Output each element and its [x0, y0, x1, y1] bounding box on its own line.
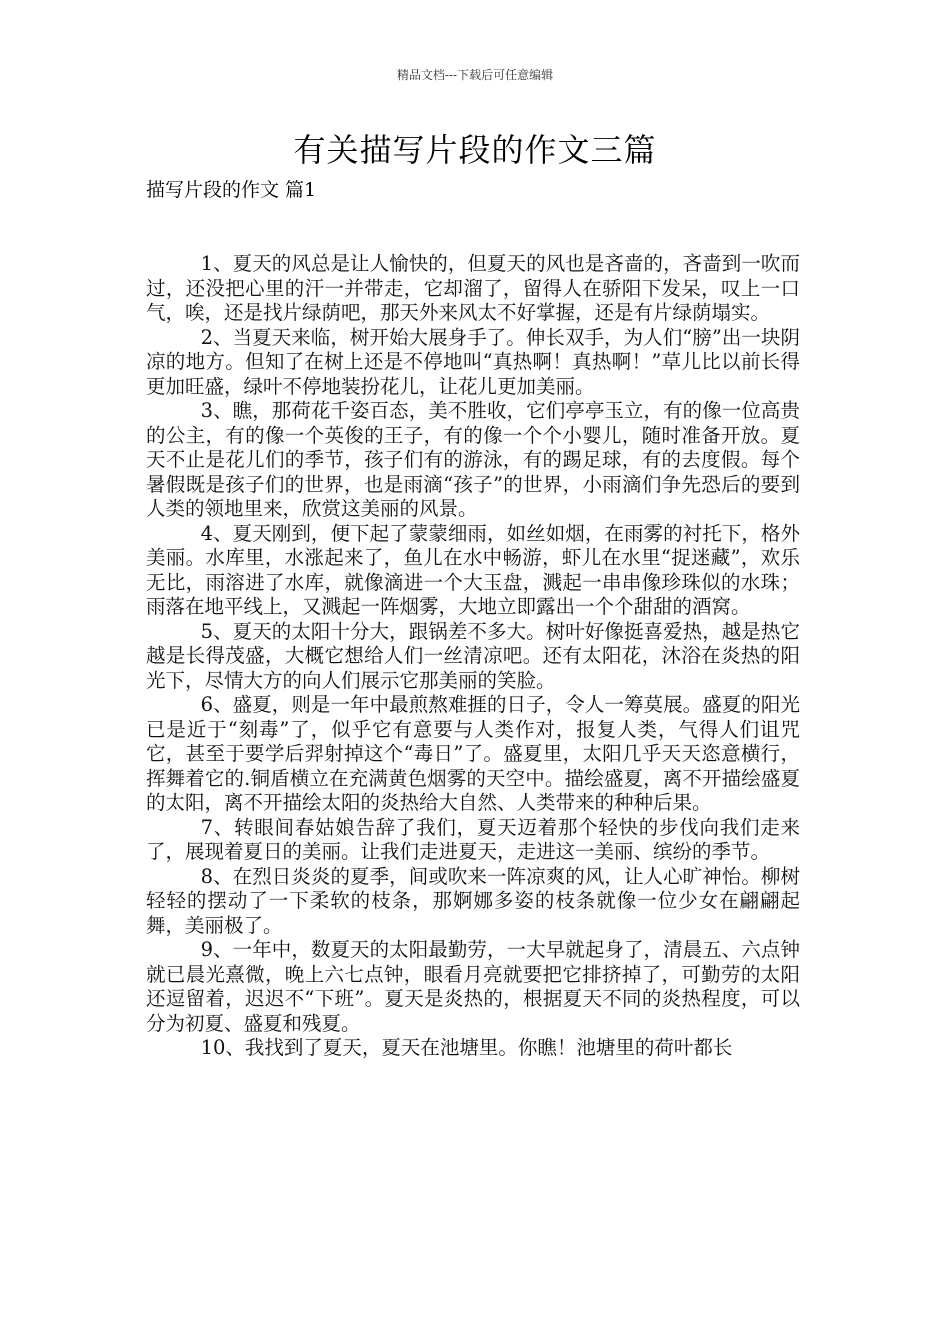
paragraph-9: 9、一年中，数夏天的太阳最勤劳，一大早就起身了，清晨五、六点钟就已晨光熹微，晚上六七点钟，眼看月亮就要把它排挤掉了，可勤劳的太阳还逗留着，迟迟不“下班”。夏天是炎热的，根据夏天不同的炎热程度，可以分为初夏、盛夏和残夏。 [146, 938, 800, 1035]
paragraph-4: 4、夏天刚到，便下起了蒙蒙细雨，如丝如烟，在雨雾的衬托下，格外美丽。水库里，水涨起来了，鱼儿在水中畅游，虾儿在水里“捉迷藏”，欢乐无比，雨溶进了水库，就像滴进一个大玉盘，溅起一串串像珍珠似的水珠；雨落在地平线上，又溅起一阵烟雾，大地立即露出一个个甜甜的酒窝。 [146, 521, 800, 618]
paragraph-5: 5、夏天的太阳十分大，跟锅差不多大。树叶好像挺喜爱热，越是热它越是长得茂盛，大概它想给人们一丝清凉吧。还有太阳花，沐浴在炎热的阳光下，尽情大方的向人们展示它那美丽的笑脸。 [146, 619, 800, 692]
paragraph-6: 6、盛夏，则是一年中最煎熬难捱的日子，令人一筹莫展。盛夏的阳光已是近于“刻毒”了，似乎它有意要与人类作对，报复人类，气得人们诅咒它，甚至于要学后羿射掉这个“毒日”了。盛夏里，太阳几乎天天恣意横行，挥舞着它的.铜盾横立在充满黄色烟雾的天空中。描绘盛夏，离不开描绘盛夏的太阳，离不开描绘太阳的炎热给大自然、人类带来的种种后果。 [146, 693, 800, 814]
paragraph-1: 1、夏天的风总是让人愉快的，但夏天的风也是吝啬的，吝啬到一吹而过，还没把心里的汗一并带走，它却溜了，留得人在骄阳下发呆，叹上一口气，唉，还是找片绿荫吧，那天外来风太不好掌握，还是有片绿荫塌实。 [146, 252, 800, 324]
paragraph-10: 10、我找到了夏天，夏天在池塘里。你瞧！池塘里的荷叶都长 [200, 1036, 733, 1059]
paragraph-7: 7、转眼间春姑娘告辞了我们，夏天迈着那个轻快的步伐向我们走来了，展现着夏日的美丽。让我们走进夏天，走进这一美丽、缤纷的季节。 [146, 815, 800, 863]
body-text [146, 252, 800, 1061]
paragraph-8: 8、在烈日炎炎的夏季，间或吹来一阵凉爽的风，让人心旷神怡。柳树轻轻的摆动了一下柔软的枝条，那婀娜多姿的枝条就像一位少女在翩翩起舞，美丽极了。 [146, 864, 800, 937]
paragraph-2: 2、当夏天来临，树开始大展身手了。伸长双手，为人们“膀”出一块阴凉的地方。但知了在树上还是不停地叫“真热啊！真热啊！”草儿比以前长得更加旺盛，绿叶不停地装扮花儿，让花儿更加美丽。 [146, 325, 800, 398]
paragraph-3: 3、瞧，那荷花千姿百态，美不胜收，它们亭亭玉立，有的像一位高贵的公主，有的像一个英俊的王子，有的像一个个小婴儿，随时准备开放。夏天不止是花儿们的季节，孩子们有的游泳，有的踢足球，有的去度假。每个暑假既是孩子们的世界，也是雨滴“孩子”的世界，小雨滴们争先恐后的要到人类的领地里来，欣赏这美丽的风景。 [146, 399, 800, 520]
header-note: 精品文档---下载后可任意编辑 [396, 68, 554, 82]
document-title: 有关描写片段的作文三篇 [293, 131, 657, 169]
section-heading: 描写片段的作文 篇1 [146, 179, 317, 201]
